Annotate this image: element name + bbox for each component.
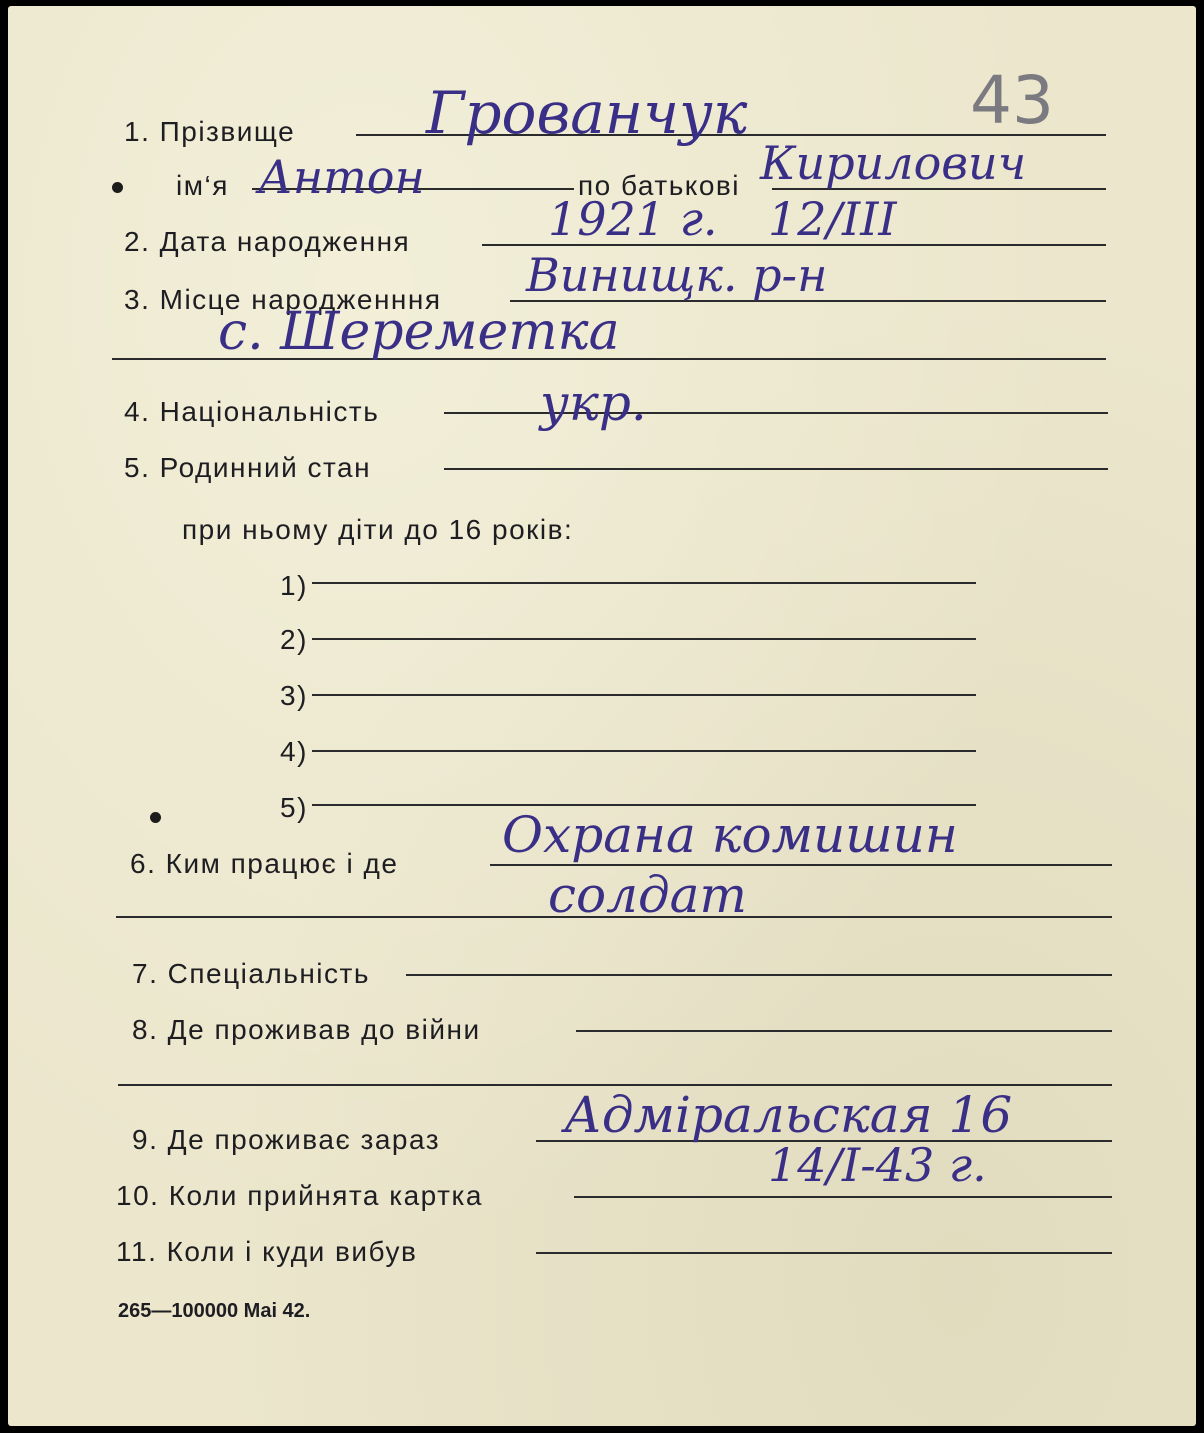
field-birth-place-label: 3. Місце народженння <box>124 284 442 315</box>
field-birth-place-village: с. Шереметка <box>218 302 620 362</box>
field-marital-status-label: 5. Родинний стан <box>124 452 372 483</box>
form-paper <box>8 6 1196 1426</box>
field-nationality-value: укр. <box>540 374 647 432</box>
child-3-label: 3) <box>280 680 308 711</box>
print-code: 265—100000 Mai 42. <box>118 1300 311 1322</box>
field-specialty-line <box>406 974 1112 976</box>
child-2-line <box>312 638 976 640</box>
field-birth-date-year: 1921 г. <box>548 192 718 246</box>
field-departure-line <box>536 1252 1112 1254</box>
binder-hole <box>112 182 123 193</box>
field-specialty-label: 7. Спеціальність <box>132 958 370 989</box>
child-2-label: 2) <box>280 624 308 655</box>
field-current-residence-label: 9. Де проживає зараз <box>132 1124 441 1155</box>
field-prewar-residence-label: 8. Де проживав до війни <box>132 1014 481 1045</box>
field-current-residence-value: Адміральская 16 <box>564 1086 1013 1144</box>
field-surname-value: Грованчук <box>426 79 748 147</box>
field-patronymic-value: Кирилович <box>760 136 1027 190</box>
child-5-label: 5) <box>280 792 308 823</box>
field-card-accepted-label: 10. Коли прийнята картка <box>116 1180 483 1211</box>
archive-number: 43 <box>970 62 1054 139</box>
field-departure-label: 11. Коли і куди вибув <box>116 1236 418 1267</box>
field-patronymic-label: по батькові <box>578 170 741 201</box>
field-occupation-label: 6. Ким працює і де <box>130 848 399 879</box>
field-occupation-value: Охрана комишин <box>502 806 958 864</box>
field-card-accepted-value: 14/I-43 г. <box>768 1138 987 1192</box>
field-birth-date-label: 2. Дата народження <box>124 226 411 257</box>
field-surname-label: 1. Прізвище <box>124 116 296 147</box>
child-4-line <box>312 750 976 752</box>
field-birth-place-district: Винищк. р-н <box>526 248 828 302</box>
child-1-label: 1) <box>280 570 308 601</box>
child-3-line <box>312 694 976 696</box>
field-first-name-value: Антон <box>258 150 425 204</box>
field-birth-date-day: 12/III <box>768 192 897 246</box>
field-prewar-residence-line <box>576 1030 1112 1032</box>
binder-hole <box>150 812 161 823</box>
child-4-label: 4) <box>280 736 308 767</box>
field-nationality-label: 4. Національність <box>124 396 380 427</box>
field-occupation-value-2: солдат <box>548 866 747 924</box>
field-card-accepted-line <box>574 1196 1112 1198</box>
field-first-name-label: ім‘я <box>176 170 229 201</box>
field-marital-status-line <box>444 468 1108 470</box>
children-heading: при ньому діти до 16 років: <box>182 514 574 545</box>
child-1-line <box>312 582 976 584</box>
